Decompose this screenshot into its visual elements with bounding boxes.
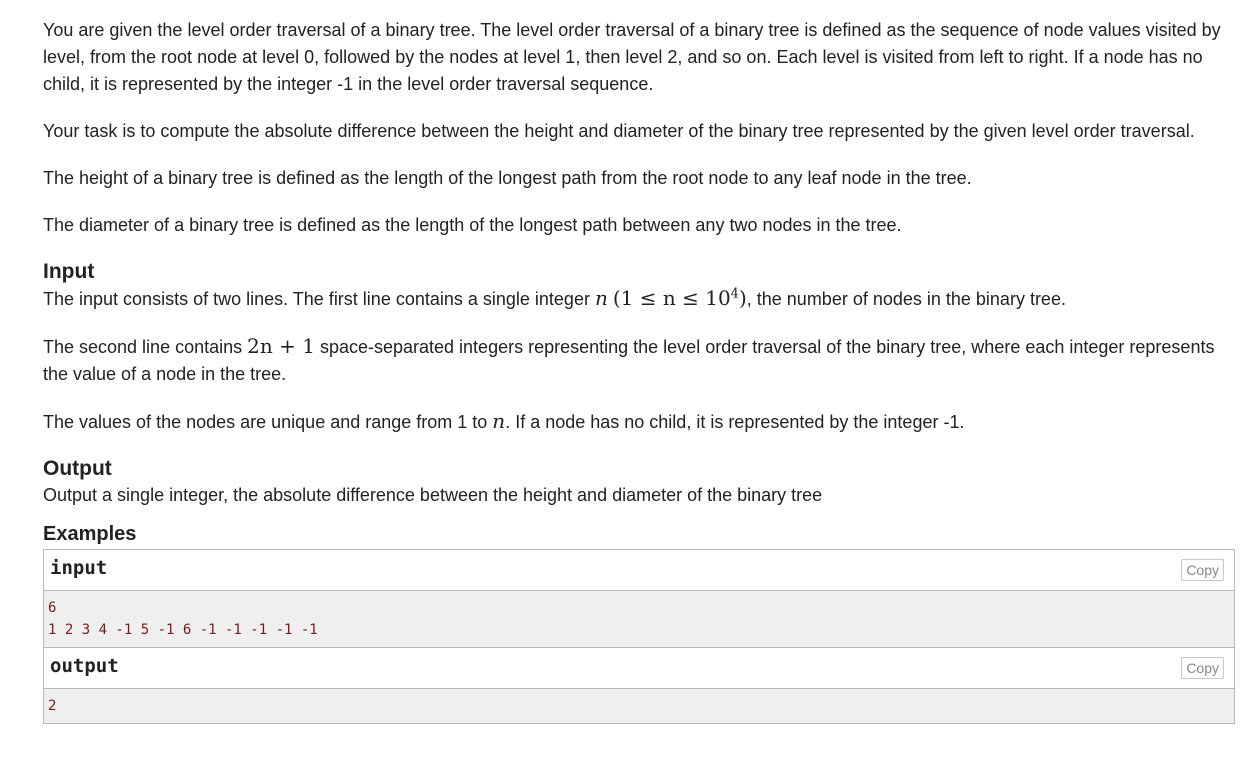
example-output-label: output [50, 655, 119, 677]
input-p2-text-after: space-separated integers representing the level order traversal of the binary tree, where each integer represents the value of a node in the tree. [43, 337, 1215, 384]
statement-paragraph-1: You are given the level order traversal of a binary tree. The level order traversal of a binary tree is defined as the sequence of node values visited by level, from the root node at level 0, followed by the nodes at level 1, then level 2, and so on. Each level is visited from left to right. If a node has no child, it is represented by the integer -1 in the level order traversal sequence. [43, 20, 1221, 94]
example-input-content [44, 591, 1234, 647]
problem-statement [43, 17, 1235, 724]
input-p2-text-before: The second line contains [43, 337, 248, 357]
statement-paragraph-3: The height of a binary tree is defined as the length of the longest path from the root node to any leaf node in the tree. [43, 168, 972, 188]
example-input-label: input [50, 557, 108, 579]
example-output-content [44, 689, 1234, 723]
input-paragraph-3 [43, 408, 1235, 436]
input-p3-text-after: . If a node has no child, it is represented by the integer -1. [505, 412, 965, 432]
example-input-line: 6 [48, 600, 57, 616]
output-section-title: Output [43, 457, 112, 480]
copy-input-button[interactable]: Copy [1181, 559, 1224, 581]
input-p2-math: 2n + 1 [247, 334, 315, 358]
output-paragraph-1: Output a single integer, the absolute difference between the height and diameter of the binary tree [43, 485, 823, 505]
example-input-header [44, 550, 1234, 591]
input-p1-text-after: , the number of nodes in the binary tree. [746, 289, 1066, 309]
example-output-box [43, 647, 1235, 724]
copy-output-button[interactable]: Copy [1181, 657, 1224, 679]
example-output-header [44, 648, 1234, 689]
statement-paragraph-4: The diameter of a binary tree is defined as the length of the longest path between any two nodes in the tree. [43, 215, 902, 235]
input-paragraph-1 [43, 285, 1235, 313]
input-p1-var: n [594, 286, 608, 310]
input-p3-text-before: The values of the nodes are unique and range from 1 to [43, 412, 493, 432]
input-paragraph-2 [43, 333, 1235, 388]
example-input-box [43, 549, 1235, 648]
example-input-line: 1 2 3 4 -1 5 -1 6 -1 -1 -1 -1 -1 [48, 622, 318, 638]
input-p1-range: $(1 \le n \le 10^4)$ [612, 286, 747, 310]
examples-title: Examples [43, 523, 137, 545]
input-section-title: Input [43, 260, 95, 283]
input-p3-var: n [492, 409, 506, 433]
input-p1-text-before: The input consists of two lines. The first line contains a single integer [43, 289, 595, 309]
example-output-line: 2 [48, 698, 57, 714]
statement-paragraph-2: Your task is to compute the absolute difference between the height and diameter of the binary tree represented by the given level order traversal. [43, 121, 1195, 141]
